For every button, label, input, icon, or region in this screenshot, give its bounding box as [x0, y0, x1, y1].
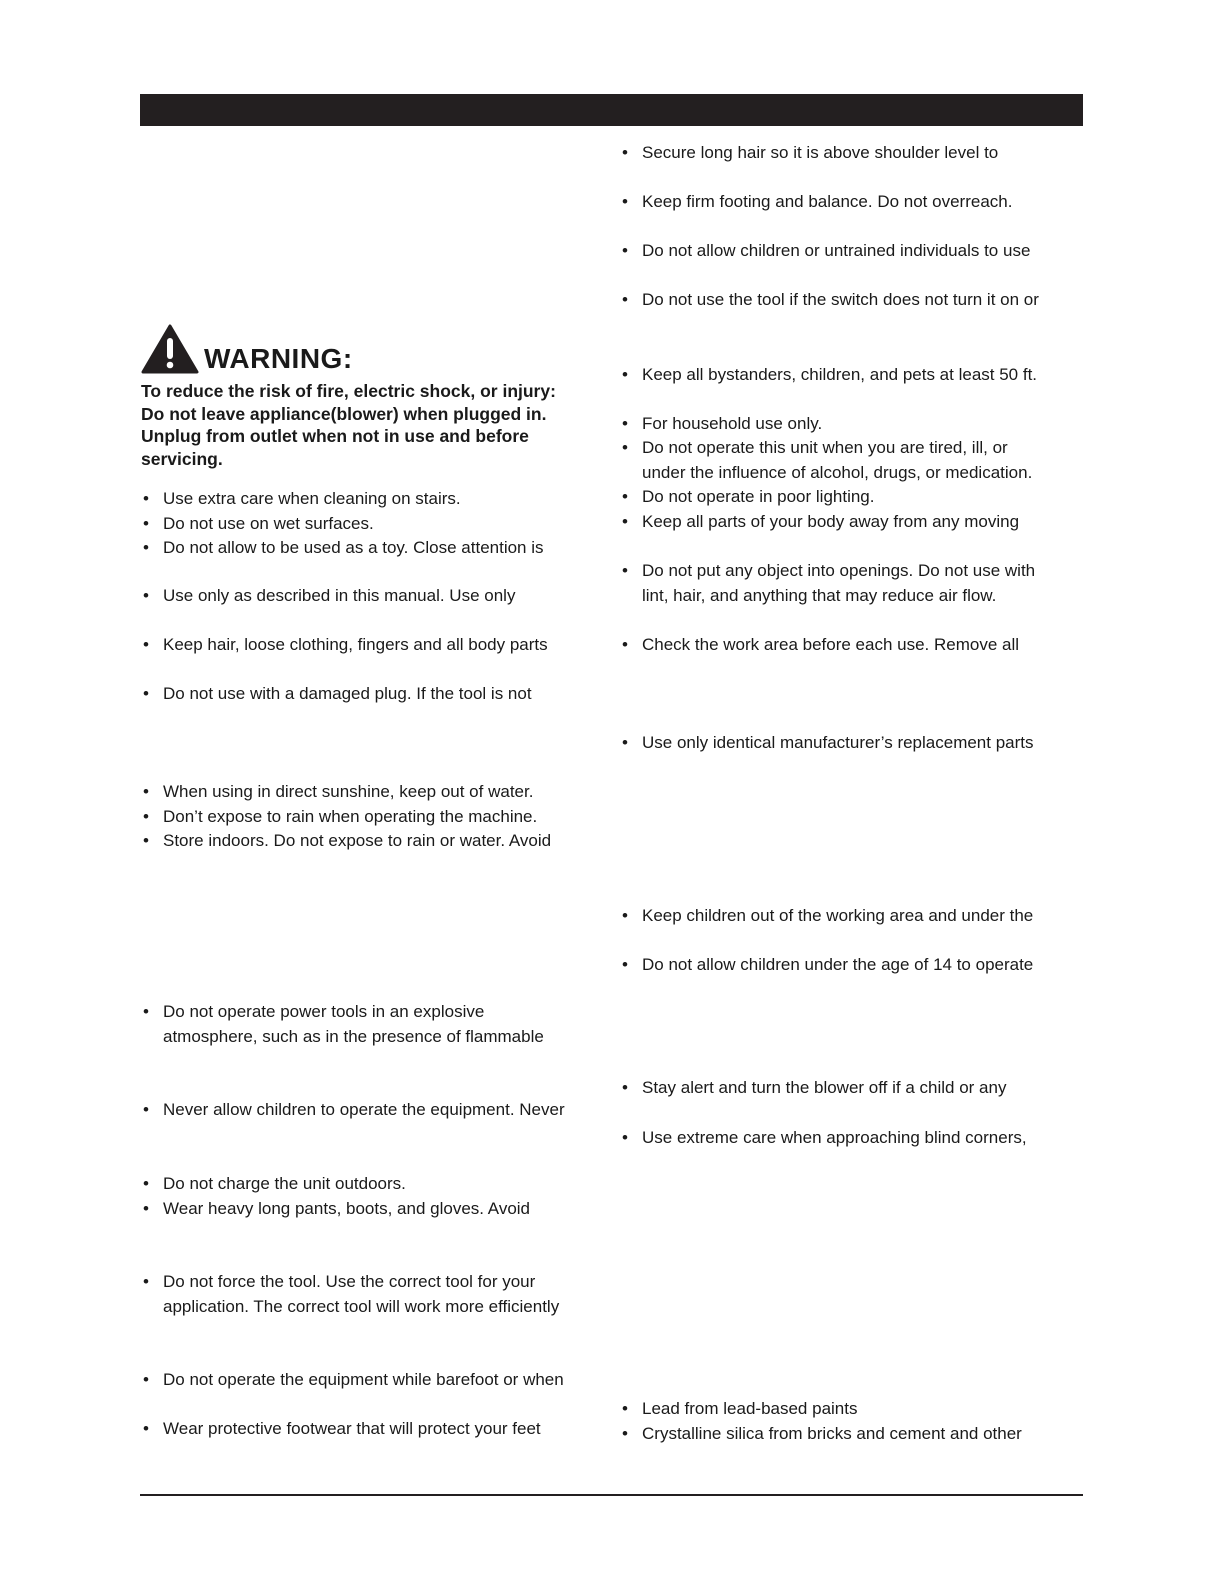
bullet-icon: • [143, 1272, 149, 1291]
bullet-icon: • [143, 586, 149, 605]
list-item-text: Do not allow children or untrained individuals to use [642, 241, 1031, 260]
bullet-icon: • [622, 1399, 628, 1418]
warning-text [141, 380, 601, 470]
list-item-text: Do not force the tool. Use the correct tool for your [163, 1272, 536, 1291]
list-item-text: Keep firm footing and balance. Do not overreach. [642, 192, 1013, 211]
bullet-icon: • [143, 831, 149, 850]
list-item-text: Do not operate power tools in an explosive [163, 1002, 485, 1021]
bullet-icon: • [622, 414, 628, 433]
bullet-icon: • [143, 807, 149, 826]
list-item-text: Crystalline silica from bricks and cement and other [642, 1424, 1022, 1443]
list-item-text: Do not charge the unit outdoors. [163, 1174, 406, 1193]
bullet-icon: • [143, 1002, 149, 1021]
list-item-text: Do not use with a damaged plug. If the tool is not [163, 684, 532, 703]
bullet-icon: • [622, 438, 628, 457]
list-item-text: Keep children out of the working area and under the [642, 906, 1034, 925]
list-item-text: Lead from lead-based paints [642, 1399, 858, 1418]
warning-line: Unplug from outlet when not in use and before [141, 426, 529, 446]
list-item-text: Stay alert and turn the blower off if a child or any [642, 1078, 1007, 1097]
bullet-icon: • [143, 684, 149, 703]
list-item-text: For household use only. [642, 414, 823, 433]
bullet-icon: • [622, 733, 628, 752]
list-item-text: Do not operate the equipment while barefoot or when [163, 1370, 564, 1389]
bullet-icon: • [622, 1078, 628, 1097]
bullet-icon: • [143, 489, 149, 508]
bullet-icon: • [622, 635, 628, 654]
list-item-continuation: under the influence of alcohol, drugs, or medication. [642, 463, 1033, 482]
bullet-icon: • [622, 365, 628, 384]
list-item-text: Keep all parts of your body away from any moving [642, 512, 1020, 531]
bullet-icon: • [622, 906, 628, 925]
bullet-icon: • [143, 514, 149, 533]
bullet-icon: • [622, 561, 628, 580]
list-item-continuation: atmosphere, such as in the presence of flammable [163, 1027, 544, 1046]
bullet-icon: • [143, 1100, 149, 1119]
list-item-text: Store indoors. Do not expose to rain or water. Avoid [163, 831, 552, 850]
list-item-text: Wear heavy long pants, boots, and gloves. Avoid [163, 1199, 531, 1218]
list-item-text: Keep all bystanders, children, and pets at least 50 ft. [642, 365, 1038, 384]
list-item-continuation: application. The correct tool will work more efficiently [163, 1297, 560, 1316]
list-item-text: Do not use on wet surfaces. [163, 514, 374, 533]
bullet-icon: • [622, 1424, 628, 1443]
list-item-text: Use only identical manufacturer’s replacement parts [642, 733, 1034, 752]
list-item-continuation: lint, hair, and anything that may reduce air flow. [642, 586, 997, 605]
bullet-icon: • [622, 143, 628, 162]
list-item-text: Check the work area before each use. Remove all [642, 635, 1020, 654]
bullet-icon: • [143, 635, 149, 654]
bullet-icon: • [143, 1370, 149, 1389]
list-item-text: When using in direct sunshine, keep out of water. [163, 782, 534, 801]
warning-line: Do not leave appliance(blower) when plugged in. [141, 403, 547, 424]
bullet-icon: • [622, 512, 628, 531]
list-item-text: Use only as described in this manual. Use only [163, 586, 516, 605]
warning-block [141, 322, 601, 470]
list-item-text: Do not use the tool if the switch does not turn it on or [642, 290, 1039, 309]
list-item-text: Do not allow to be used as a toy. Close attention is [163, 538, 544, 557]
list-item-text: Don’t expose to rain when operating the machine. [163, 807, 538, 826]
bullet-icon: • [622, 290, 628, 309]
warning-heading [141, 322, 601, 374]
list-item-text: Do not put any object into openings. Do not use with [642, 561, 1036, 580]
warning-title: WARNING: [204, 343, 353, 374]
list-item-text: Do not operate in poor lighting. [642, 487, 875, 506]
bullet-icon: • [622, 955, 628, 974]
bullet-icon: • [622, 241, 628, 260]
bullet-icon: • [622, 192, 628, 211]
bullet-icon: • [622, 487, 628, 506]
warning-line: To reduce the risk of fire, electric shock, or injury: [141, 381, 556, 401]
list-item-text: Do not allow children under the age of 14 to operate [642, 955, 1034, 974]
bullet-icon: • [143, 538, 149, 557]
warning-triangle-icon [141, 324, 199, 374]
bullet-icon: • [143, 1199, 149, 1218]
list-item-text: Use extra care when cleaning on stairs. [163, 489, 461, 508]
bullet-icon: • [143, 1174, 149, 1193]
section-header-bar [140, 94, 1083, 126]
bullet-icon: • [143, 782, 149, 801]
list-item-text: Keep hair, loose clothing, fingers and all body parts [163, 635, 548, 654]
list-item-text: Never allow children to operate the equipment. Never [163, 1100, 565, 1119]
list-item-text: Wear protective footwear that will protect your feet [163, 1419, 541, 1438]
bullet-icon: • [622, 1128, 628, 1147]
warning-line: servicing. [141, 448, 223, 469]
list-item-text: Secure long hair so it is above shoulder level to [642, 143, 999, 162]
list-item-text: Do not operate this unit when you are tired, ill, or [642, 438, 1008, 457]
footer-rule [140, 1494, 1083, 1496]
bullet-icon: • [143, 1419, 149, 1438]
list-item-text: Use extreme care when approaching blind corners, [642, 1128, 1027, 1147]
